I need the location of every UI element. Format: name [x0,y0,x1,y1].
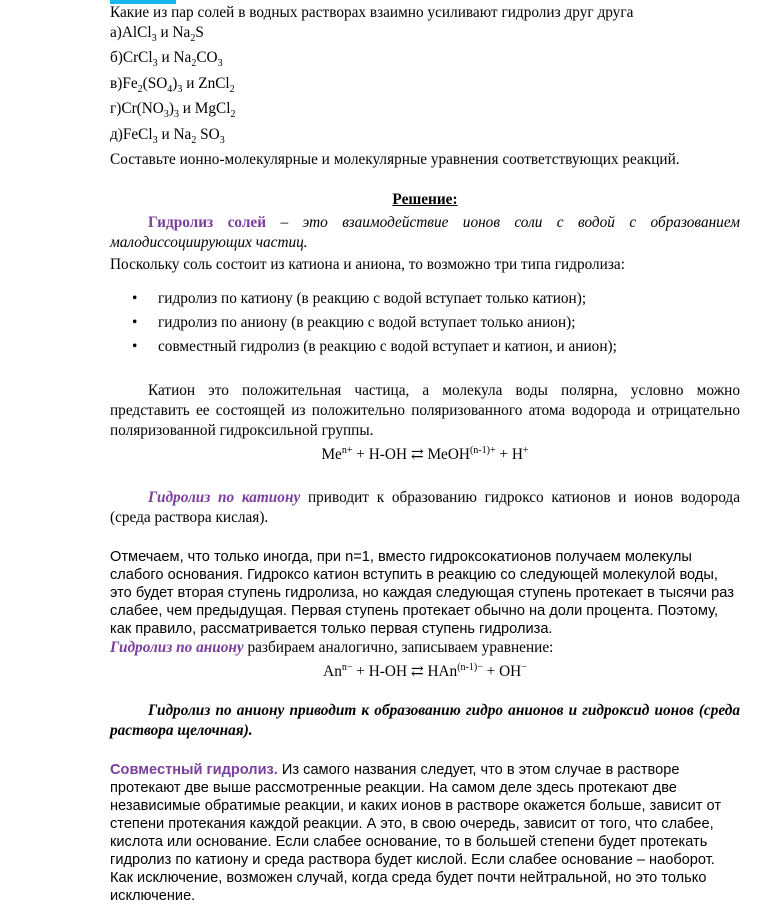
task-options [110,23,740,151]
list-item: • гидролиз по катиону (в реакцию с водой вступает только катион); [110,287,740,311]
task-option: д)FeCl$_3$ и $Na_2$ $SO_3$ [110,125,225,146]
task-option: а)AlCl$_3$ и $Na_2S$ [110,23,204,44]
anion-paragraph [110,638,740,658]
cation-paragraph: Катион это положительная частица, а молекула воды полярна, условно можно представить ее состоящей из положительно поляризованного атома водорода и отрицательно поляризованной гидроксильной группы. [110,381,740,439]
equation-anion: $An^{n-} + H-OH$ ⇄ HAn$^{(n-1)-}$ + OH− [323,661,527,680]
cation-text: приводит к образованию гидроксо катионов и ионов водорода (среда раствора кислая). [110,489,740,527]
anion-result: Гидролиз по аниону приводит к образованию гидро анионов и гидроксид ионов (среда раствора щелочная). [110,702,740,740]
equation-cation: $Me^{n+} + H-OH$ ⇄ MeOH$^{(n-1)+}$ + H+ [321,444,529,463]
task-instruction: Составьте ионно-молекулярные и молекулярные уравнения соответствующих реакций. [110,151,680,169]
definition-term: Гидролиз солей [148,214,267,232]
task-question: Какие из пар солей в водных растворах взаимно усиливают гидролиз друг друга [110,4,634,21]
task-option: б)CrCl$_3$ и $Na_2CO_3$ [110,49,223,70]
anion-text: разбираем аналогично, записываем уравнение: [243,639,554,657]
cation-hydrolysis-paragraph [110,488,740,528]
task-option: $в)Fe_2(SO_4)_3$ и ZnCl$_2$ [110,74,235,95]
types-intro: Поскольку соль состоит из катиона и аниона, то возможно три типа гидролиза: [110,256,625,274]
joint-paragraph [110,761,740,905]
solution-heading: Решение: [392,190,458,208]
anion-term: Гидролиз по аниону [110,639,244,657]
list-item: • гидролиз по аниону (в реакцию с водой вступает только анион); [110,311,740,335]
hydrolysis-types-list [110,287,740,359]
definition-paragraph [110,213,740,253]
note-paragraph: Отмечаем, что только иногда, при n=1, вместо гидроксокатионов получаем молекулы слабого основания. Гидроксо катион вступить в реакцию со следующей молекулой воды, это будет вторая ступень гидролиза, но каждая следующая ступень протекает в тысячи раз слабее, чем предыдущая. Первая ступень протекает обычно на доли процента. Поэтому, как правило, рассматривается только первая ступень гидролиза. [110,549,734,638]
list-item: • совместный гидролиз (в реакцию с водой вступает и катион, и анион); [110,335,740,359]
document-body [110,0,740,905]
definition-text: – это взаимодействие ионов соли с водой с образованием малодиссоциирующих частиц. [110,214,740,252]
joint-term: Совместный гидролиз. [110,762,278,779]
cation-term: Гидролиз по катиону [148,489,301,507]
task-option: $г)Cr(NO_3)_3$ и MgCl$_2$ [110,100,236,121]
joint-text: Из самого названия следует, что в этом случае в растворе протекают две выше рассмотренные реакции. На самом деле здесь протекают две независимые обратимые реакции, и каких ионов в растворе окажется больше, зависит от степени протекания каждой реакции. А это, в свою очередь, зависит от того, что слабее, кислота или основание. Если слабее основание, то в большей степени будет протекать гидролиз по катиону и среда раствора будет кислой. Если слабее основание – наоборот. Как исключение, возможен случай, когда среда будет почти нейтральной, но это только исключение. [110,762,722,905]
